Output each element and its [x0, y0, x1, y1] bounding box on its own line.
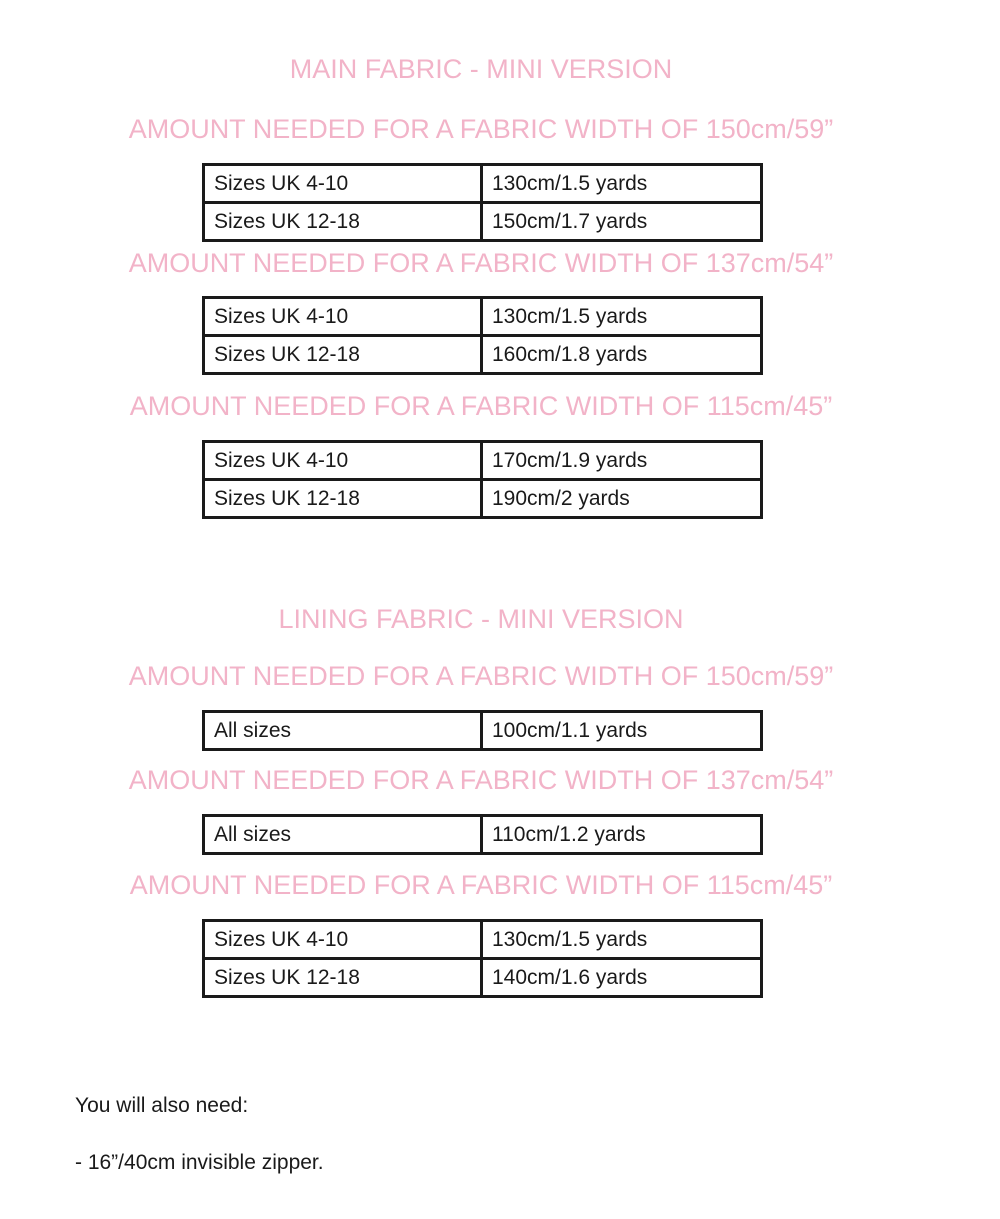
amount-cell: 190cm/2 yards	[482, 480, 762, 518]
main-width-137-table	[202, 296, 763, 375]
lining-width-115-heading: AMOUNT NEEDED FOR A FABRIC WIDTH OF 115cm/45”	[129, 870, 833, 900]
main-width-150-table	[202, 163, 763, 242]
size-cell: All sizes	[204, 816, 482, 854]
lining-width-150-table	[202, 710, 763, 751]
lining-width-137-heading: AMOUNT NEEDED FOR A FABRIC WIDTH OF 137cm/54”	[128, 765, 834, 795]
amount-cell: 130cm/1.5 yards	[482, 921, 762, 959]
table-row	[204, 712, 762, 750]
size-cell: Sizes UK 4-10	[204, 442, 482, 480]
table-row	[204, 959, 762, 997]
size-cell: Sizes UK 12-18	[204, 480, 482, 518]
amount-cell: 170cm/1.9 yards	[482, 442, 762, 480]
main-fabric-title: MAIN FABRIC - MINI VERSION	[289, 54, 673, 84]
lining-width-115-table	[202, 919, 763, 998]
main-width-137-heading: AMOUNT NEEDED FOR A FABRIC WIDTH OF 137cm/54”	[128, 248, 834, 278]
table-row	[204, 480, 762, 518]
table-row	[204, 816, 762, 854]
amount-cell: 130cm/1.5 yards	[482, 165, 762, 203]
main-width-150-heading: AMOUNT NEEDED FOR A FABRIC WIDTH OF 150cm/59”	[128, 114, 834, 144]
also-need-intro: You will also need:	[75, 1094, 249, 1117]
size-cell: Sizes UK 4-10	[204, 921, 482, 959]
size-cell: Sizes UK 4-10	[204, 165, 482, 203]
table-row	[204, 336, 762, 374]
amount-cell: 100cm/1.1 yards	[482, 712, 762, 750]
table-row	[204, 442, 762, 480]
table-row	[204, 165, 762, 203]
table-row	[204, 298, 762, 336]
amount-cell: 160cm/1.8 yards	[482, 336, 762, 374]
lining-width-137-table	[202, 814, 763, 855]
amount-cell: 140cm/1.6 yards	[482, 959, 762, 997]
size-cell: Sizes UK 12-18	[204, 336, 482, 374]
amount-cell: 150cm/1.7 yards	[482, 203, 762, 241]
main-width-115-heading: AMOUNT NEEDED FOR A FABRIC WIDTH OF 115cm/45”	[129, 391, 833, 421]
amount-cell: 130cm/1.5 yards	[482, 298, 762, 336]
zipper-note: - 16”/40cm invisible zipper.	[75, 1151, 324, 1174]
amount-cell: 110cm/1.2 yards	[482, 816, 762, 854]
size-cell: All sizes	[204, 712, 482, 750]
main-width-115-table	[202, 440, 763, 519]
table-row	[204, 203, 762, 241]
lining-fabric-title: LINING FABRIC - MINI VERSION	[278, 604, 684, 634]
size-cell: Sizes UK 12-18	[204, 203, 482, 241]
table-row	[204, 921, 762, 959]
size-cell: Sizes UK 12-18	[204, 959, 482, 997]
size-cell: Sizes UK 4-10	[204, 298, 482, 336]
lining-width-150-heading: AMOUNT NEEDED FOR A FABRIC WIDTH OF 150cm/59”	[128, 661, 834, 691]
